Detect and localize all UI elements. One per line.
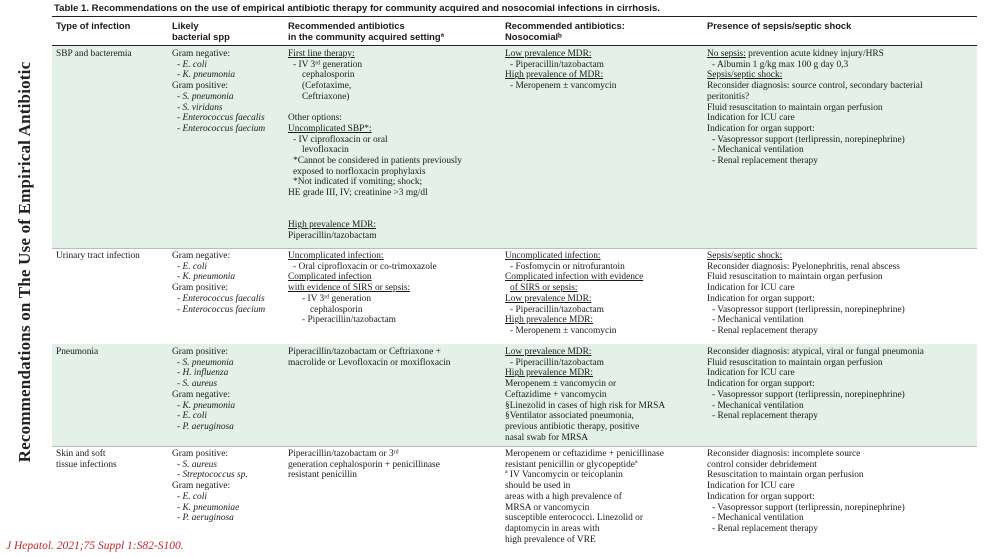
cell-line: Fluid resuscitation to maintain organ perfusion xyxy=(707,102,883,113)
cell-line: Fluid resuscitation to maintain organ perfusion xyxy=(707,272,883,283)
header-community xyxy=(288,20,444,42)
cell-line: - Enterococcus faecalis xyxy=(177,293,265,304)
cell-line: - Piperacillin/tazobactam xyxy=(510,304,604,315)
cell-line: Complicated infection xyxy=(288,272,372,283)
row-rule xyxy=(52,248,977,249)
cell-line: - Albumin 1 g/kg max 100 g day 0,3 xyxy=(712,59,849,70)
cell-line: resistant penicillin or glycopeptideª xyxy=(505,459,638,470)
cell-line: - IV 3ʳᵈ generation xyxy=(293,59,363,70)
cell-line: Piperacillin/tazobactam or Ceftriaxone + xyxy=(288,347,441,357)
cell-line xyxy=(288,199,462,210)
side-title: Recommendations on The Use of Empirical Antibiotic xyxy=(15,61,34,463)
header-bacteria xyxy=(172,20,230,42)
cell-line: - Oral ciprofloxacin or co-trimoxazole xyxy=(293,261,437,272)
cell-line: High prevalence of MDR: xyxy=(505,70,604,81)
cell-bacteria xyxy=(172,251,265,315)
cell-line: high prevalence of VRE xyxy=(505,534,596,545)
cell-line: - S. viridans xyxy=(177,102,223,113)
cell-line: - S. pneumonia xyxy=(177,357,234,368)
cell-line: Gram negative: xyxy=(172,389,231,400)
cell-line: - S. aureus xyxy=(177,459,218,470)
cell-line: nasal swab for MRSA xyxy=(505,432,589,443)
cell-line: - Mechanical ventilation xyxy=(712,513,804,524)
cell-line: Reconsider diagnosis: atypical, viral or fungal pneumonia xyxy=(707,347,924,357)
cell-line: Gram negative: xyxy=(172,481,231,492)
cell-line xyxy=(288,103,462,114)
cell-line: - E. coli xyxy=(177,491,207,502)
cell-line: §Linezolid in cases of high risk for MRSA xyxy=(505,400,666,411)
cell-community xyxy=(288,449,440,481)
cell-line: Sepsis/septic shock: xyxy=(707,251,783,261)
cell-line: Indication for organ support: xyxy=(707,123,815,134)
header-line: Presence of sepsis/septic shock xyxy=(707,20,852,31)
cell-line: - Renal replacement therapy xyxy=(712,325,818,336)
cell-line: Fluid resuscitation to maintain organ perfusion xyxy=(707,357,883,368)
header-line: Likely xyxy=(172,20,199,31)
cell-line: daptomycin in areas with xyxy=(505,523,600,534)
cell-line: - Streptococcus sp. xyxy=(177,470,248,481)
cell-type xyxy=(56,251,140,262)
cell-line: - S. pneumonia xyxy=(177,91,234,102)
cell-line: generation cephalosporin + penicillinase xyxy=(288,459,440,470)
cell-line: - E. coli xyxy=(177,411,207,422)
cell-line: Reconsider diagnosis: source control, secondary bacterial xyxy=(707,81,923,92)
cell-line: Pneumonia xyxy=(56,347,99,357)
cell-line: *Not indicated if vomiting; shock; xyxy=(293,177,423,188)
header-line: bacterial spp xyxy=(172,31,230,42)
cell-line: - Enterococcus faecalis xyxy=(177,113,265,124)
cell-type xyxy=(56,449,117,470)
cell-line: - E. coli xyxy=(177,261,207,272)
cell-sepsis xyxy=(707,449,905,535)
cell-line: Other options: xyxy=(288,113,342,124)
cell-line: First line therapy: xyxy=(288,49,355,59)
cell-line: Low prevalence MDR: xyxy=(505,293,592,304)
cell-line: Gram positive: xyxy=(172,347,228,357)
cell-line: of SIRS or sepsis: xyxy=(510,283,578,294)
cell-line: Uncomplicated infection: xyxy=(505,251,601,261)
cell-line: - Vasopressor support (terlipressin, norepinephrine) xyxy=(712,134,905,145)
cell-sepsis xyxy=(707,251,905,337)
cell-line: Low prevalence MDR: xyxy=(505,347,592,357)
cell-line: Indication for organ support: xyxy=(707,491,815,502)
cell-line: - E. coli xyxy=(177,59,207,70)
cell-line: - Vasopressor support (terlipressin, norepinephrine) xyxy=(712,502,905,513)
cell-line xyxy=(288,210,462,221)
cell-line: - K. pneumonia xyxy=(177,272,236,283)
cell-line: Piperacillin/tazobactam or 3ʳᵈ xyxy=(288,449,399,459)
cell-line: - Renal replacement therapy xyxy=(712,523,818,534)
cell-line: susceptible enterococci. Linezolid or xyxy=(505,513,643,524)
cell-line: ª IV Vancomycin or teicoplanin xyxy=(505,470,623,481)
cell-line: SBP and bacteremia xyxy=(56,49,132,59)
caption-rule xyxy=(52,16,977,17)
cell-line: Indication for organ support: xyxy=(707,293,815,304)
cell-line: levofloxacin xyxy=(302,145,349,156)
cell-line: with evidence of SIRS or sepsis: xyxy=(288,283,411,294)
cell-line: Uncomplicated infection: xyxy=(288,251,384,261)
cell-line: - P. aeruginosa xyxy=(177,421,234,432)
cell-type xyxy=(56,49,132,60)
cell-nosocomial xyxy=(505,49,616,92)
header-line: Type of infection xyxy=(56,20,131,31)
cell-line: HE grade III, IV; creatinine >3 mg/dl xyxy=(288,188,428,199)
cell-line: - Piperacillin/tazobactam xyxy=(302,315,396,326)
cell-line: - Renal replacement therapy xyxy=(712,156,818,167)
cell-line: Indication for ICU care xyxy=(707,113,795,124)
cell-line: Meropenem or ceftazidime + penicillinase xyxy=(505,449,664,459)
cell-line: - Piperacillin/tazobactam xyxy=(510,357,604,368)
row-rule xyxy=(52,446,977,447)
cell-line: macrolide or Levofloxacin or moxifloxacin xyxy=(288,357,451,368)
cell-line: - Meropenem ± vancomycin xyxy=(510,325,617,336)
cell-line: exposed to norfloxacin prophylaxis xyxy=(293,166,426,177)
cell-line: Complicated infection with evidence xyxy=(505,272,644,283)
cell-line: No sepsis: prevention acute kidney injury/HRS xyxy=(707,49,884,59)
cell-line: Reconsider diagnosis: incomplete source xyxy=(707,449,861,459)
cell-community xyxy=(288,347,450,368)
cell-line: Skin and soft xyxy=(56,449,106,459)
cell-line: - S. aureus xyxy=(177,379,218,390)
header-sepsis xyxy=(707,20,851,31)
cell-line: - Renal replacement therapy xyxy=(712,411,818,422)
cell-nosocomial xyxy=(505,251,643,337)
side-title-bar xyxy=(8,0,42,556)
header-type xyxy=(56,20,130,31)
header-line: Recommended antibiotics xyxy=(288,20,405,31)
cell-community xyxy=(288,49,462,242)
cell-line: - IV 3ʳᵈ generation xyxy=(302,293,372,304)
cell-line: cephalosporin xyxy=(302,70,355,81)
cell-line: *Cannot be considered in patients previously xyxy=(293,156,462,167)
cell-line: Reconsider diagnosis: Pyelonephritis, renal abscess xyxy=(707,261,900,272)
cell-line: peritonitis? xyxy=(707,91,750,102)
cell-line: - Mechanical ventilation xyxy=(712,400,804,411)
cell-line: High prevalence MDR: xyxy=(288,220,376,231)
header-nosocomial xyxy=(505,20,625,42)
cell-line: - K. pneumonia xyxy=(177,400,236,411)
cell-line: Ceftazidime + vancomycin xyxy=(505,389,607,400)
cell-line: Uncomplicated SBP*: xyxy=(288,123,372,134)
cell-line: Ceftriaxone) xyxy=(302,91,350,102)
header-line: in the community acquired settingª xyxy=(288,31,445,42)
cell-line: Resuscitation to maintain organ perfusion xyxy=(707,470,864,481)
cell-line: - Enterococcus faecium xyxy=(177,304,266,315)
cell-bacteria xyxy=(172,347,235,433)
cell-line: - IV ciprofloxacin or oral xyxy=(293,134,388,145)
cell-line: - K. pneumonia xyxy=(177,70,236,81)
cell-line: Piperacillin/tazobactam xyxy=(288,230,377,241)
cell-line: Indication for organ support: xyxy=(707,379,815,390)
cell-line: - Fosfomycin or nitrofurantoin xyxy=(510,261,625,272)
cell-line: Gram positive: xyxy=(172,449,228,459)
cell-nosocomial xyxy=(505,347,665,443)
cell-line: control consider debridement xyxy=(707,459,817,470)
cell-bacteria xyxy=(172,49,265,135)
cell-line: - P. aeruginosa xyxy=(177,513,234,524)
cell-line: - Mechanical ventilation xyxy=(712,315,804,326)
header-line: Nosocomialᵇ xyxy=(505,31,562,42)
cell-line: Low prevalence MDR: xyxy=(505,49,592,59)
cell-line: tissue infections xyxy=(56,459,117,470)
cell-line: Indication for ICU care xyxy=(707,283,795,294)
cell-line: areas with a high prevalence of xyxy=(505,491,622,502)
cell-line: Gram negative: xyxy=(172,49,231,59)
cell-line: previous antibiotic therapy, positive xyxy=(505,421,640,432)
cell-nosocomial xyxy=(505,449,664,545)
cell-line: Meropenem ± vancomycin or xyxy=(505,379,617,390)
cell-line: Urinary tract infection xyxy=(56,251,140,261)
cell-line: High prevalence MDR: xyxy=(505,315,593,326)
cell-line: Indication for ICU care xyxy=(707,368,795,379)
cell-line: (Cefotaxime, xyxy=(302,81,352,92)
cell-line: Gram positive: xyxy=(172,283,228,294)
cell-line: - Mechanical ventilation xyxy=(712,145,804,156)
cell-line: - K. pneumoniae xyxy=(177,502,240,513)
cell-line: - Piperacillin/tazobactam xyxy=(510,59,604,70)
cell-line: High prevalence MDR: xyxy=(505,368,593,379)
cell-sepsis xyxy=(707,347,924,422)
cell-line: - Enterococcus faecium xyxy=(177,123,266,134)
cell-line: §Ventilator associated pneumonia, xyxy=(505,411,634,422)
cell-line: Gram positive: xyxy=(172,81,228,92)
table-caption: Table 1. Recommendations on the use of empirical antibiotic therapy for community acquired and nosocomial infections in cirrhosis. xyxy=(54,3,660,14)
cell-sepsis xyxy=(707,49,923,167)
cell-line: - Vasopressor support (terlipressin, norepinephrine) xyxy=(712,304,905,315)
cell-line: - H. influenza xyxy=(177,368,229,379)
cell-line: MRSA or vancomycin xyxy=(505,502,590,513)
cell-bacteria xyxy=(172,449,248,524)
cell-line: Gram negative: xyxy=(172,251,231,261)
cell-line: Sepsis/septic shock: xyxy=(707,70,783,81)
header-line: Recommended antibiotics: xyxy=(505,20,625,31)
cell-line: should be used in xyxy=(505,481,571,492)
citation: J Hepatol. 2021;75 Suppl 1:S82-S100. xyxy=(6,540,184,552)
cell-line: Indication for ICU care xyxy=(707,481,795,492)
cell-line: cephalosporin xyxy=(310,304,363,315)
cell-community xyxy=(288,251,437,326)
cell-type xyxy=(56,347,98,358)
cell-line: - Vasopressor support (terlipressin, norepinephrine) xyxy=(712,389,905,400)
cell-line: resistant penicillin xyxy=(288,470,357,481)
cell-line: - Meropenem ± vancomycin xyxy=(510,81,617,92)
